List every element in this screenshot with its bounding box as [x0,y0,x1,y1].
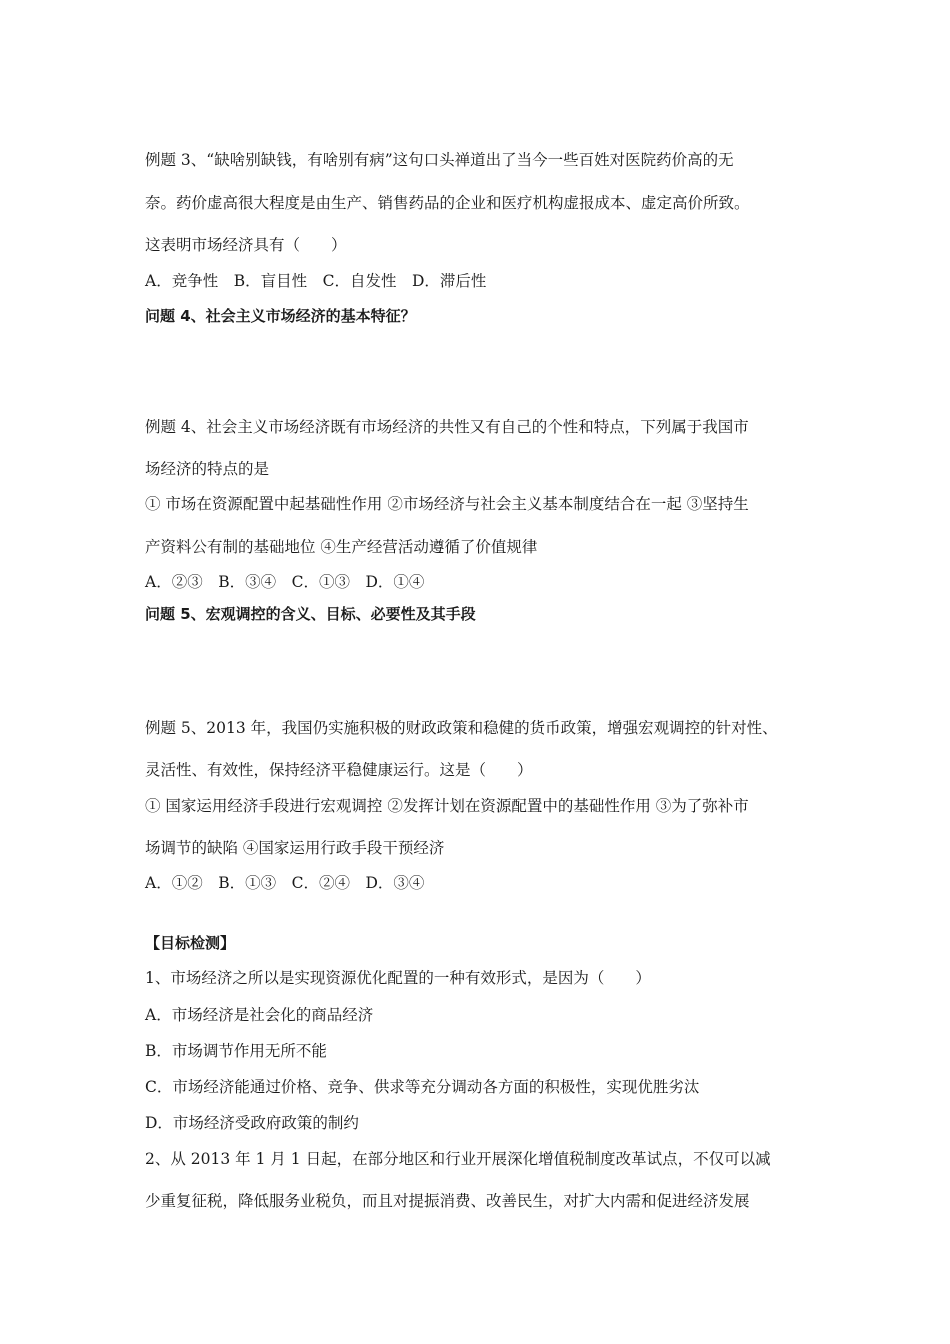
example5-line3: ① 国家运用经济手段进行宏观调控 ②发挥计划在资源配置中的基础性作用 ③为了弥补市 [145,797,749,815]
example4-line2: 场经济的特点的是 [145,460,270,478]
test1-option-c: C．市场经济能通过价格、竞争、供求等充分调动各方面的积极性，实现优胜劣汰 [145,1078,700,1096]
question4-heading: 问题 4、社会主义市场经济的基本特征？ [145,307,416,325]
example3-line2: 奈。药价虚高很大程度是由生产、销售药品的企业和医疗机构虚报成本、虚定高价所致。 [145,194,750,212]
example5-line4: 场调节的缺陷 ④国家运用行政手段干预经济 [145,839,445,857]
example4-line1: 例题 4、社会主义市场经济既有市场经济的共性又有自己的个性和特点，下列属于我国市 [145,418,749,436]
test2-line1: 2、从 2013 年 1 月 1 日起，在部分地区和行业开展深化增值税制度改革试点，不仅可以减 [145,1150,771,1168]
target-test-heading: 【目标检测】 [145,934,236,952]
question5-heading: 问题 5、宏观调控的含义、目标、必要性及其手段 [145,605,476,623]
example4-line4: 产资料公有制的基础地位 ④生产经营活动遵循了价值规律 [145,538,538,556]
example3-line3: 这表明市场经济具有（ ） [145,236,347,254]
example3-line1: 例题 3、“缺啥别缺钱，有啥别有病”这句口头禅道出了当今一些百姓对医院药价高的无 [145,151,734,169]
example4-line3: ① 市场在资源配置中起基础性作用 ②市场经济与社会主义基本制度结合在一起 ③坚持生 [145,495,749,513]
test1-option-d: D．市场经济受政府政策的制约 [145,1114,359,1132]
example5-line2: 灵活性、有效性，保持经济平稳健康运行。这是（ ） [145,761,533,779]
example4-options: A．②③ B．③④ C．①③ D．①④ [145,573,425,591]
example5-line1: 例题 5、2013 年，我国仍实施积极的财政政策和稳健的货币政策，增强宏观调控的针对性、 [145,719,778,737]
example5-options: A．①② B．①③ C．②④ D．③④ [145,874,425,892]
example3-options: A．竞争性 B．盲目性 C．自发性 D．滞后性 [145,272,487,290]
test1-option-b: B．市场调节作用无所不能 [145,1042,327,1060]
test2-line2: 少重复征税，降低服务业税负，而且对提振消费、改善民生，对扩大内需和促进经济发展 [145,1192,750,1210]
test1-option-a: A．市场经济是社会化的商品经济 [145,1006,374,1024]
test1-question: 1、市场经济之所以是实现资源优化配置的一种有效形式，是因为（ ） [145,969,651,987]
